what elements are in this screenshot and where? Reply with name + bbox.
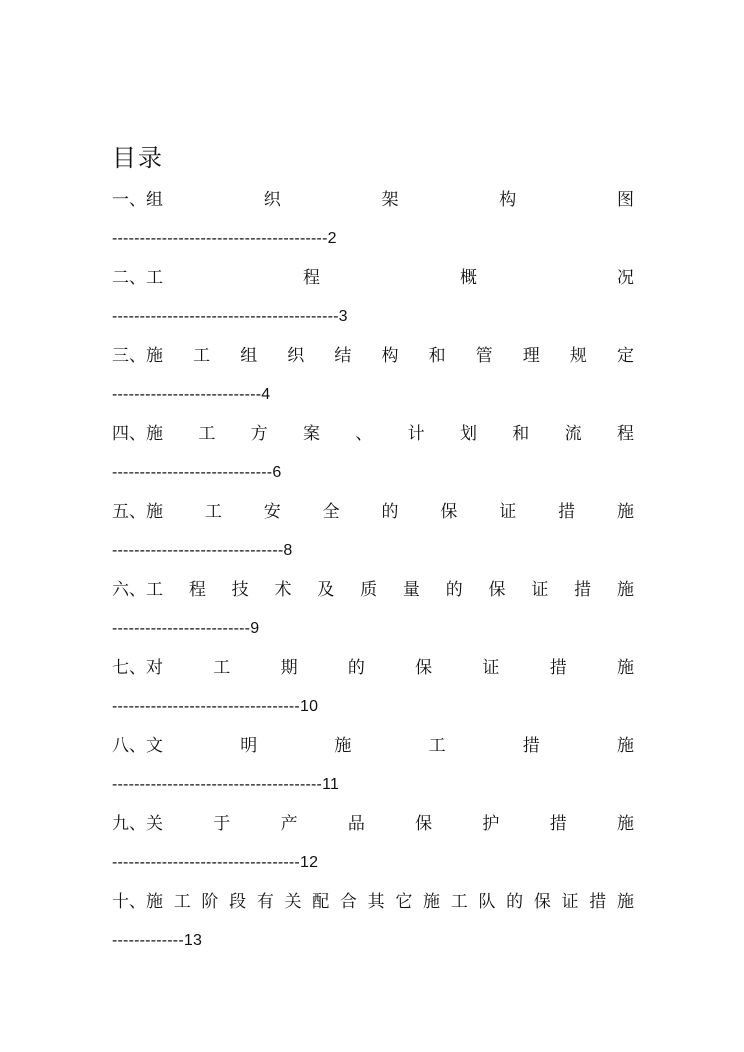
toc-heading-char: 流 — [564, 424, 582, 444]
toc-heading-char: 施 — [616, 736, 634, 756]
toc-leader-dashes: ---------------------------------- — [112, 854, 300, 871]
toc-page-number: 11 — [322, 776, 340, 793]
toc-entry-number-visible: 八、文 — [112, 736, 163, 756]
toc-heading-char: 量 — [402, 580, 420, 600]
toc-entry-leader — [112, 296, 634, 338]
toc-heading-char: 明 — [240, 736, 258, 756]
toc-leader-dashes: ------------- — [112, 932, 184, 949]
toc-heading-char: 构 — [499, 190, 517, 210]
toc-heading-char: 图 — [617, 190, 634, 210]
toc-heading-char: 技 — [231, 580, 249, 600]
toc-heading-char: 规 — [569, 346, 587, 366]
toc-heading-char: 术 — [274, 580, 292, 600]
toc-entry-leader — [112, 218, 634, 260]
toc-heading-char: 况 — [617, 268, 634, 288]
toc-heading-char: 段 — [229, 892, 247, 912]
toc-heading-char: 结 — [334, 346, 352, 366]
toc-heading-char: 保 — [415, 814, 433, 834]
toc-heading-char: 保 — [415, 658, 433, 678]
toc-heading-char: 施 — [616, 892, 634, 912]
toc-heading-char: 证 — [561, 892, 579, 912]
toc-heading-char: 理 — [522, 346, 540, 366]
toc-heading-char: 组 — [240, 346, 258, 366]
toc-heading-char: 质 — [360, 580, 378, 600]
toc-heading-char: 保 — [533, 892, 551, 912]
toc-entry-number-visible: 二、工 — [112, 268, 163, 288]
toc-leader-dashes: ------------------------- — [112, 620, 251, 637]
toc-heading-char: 保 — [440, 502, 458, 522]
toc-heading-char: 工 — [173, 892, 191, 912]
toc-page-number: 6 — [272, 464, 282, 481]
toc-entry[interactable] — [112, 260, 634, 338]
toc-heading-char: 其 — [367, 892, 385, 912]
toc-heading-char: 措 — [558, 502, 576, 522]
toc-entry-heading — [112, 416, 634, 452]
toc-entry-leader — [112, 842, 634, 884]
toc-heading-char: 施 — [616, 658, 634, 678]
toc-entry-heading — [112, 494, 634, 530]
toc-entry-heading — [112, 572, 634, 608]
toc-leader-dashes: --------------------------- — [112, 386, 262, 403]
toc-heading-char: 护 — [482, 814, 500, 834]
toc-entry[interactable] — [112, 728, 634, 806]
toc-heading-char: 措 — [549, 814, 567, 834]
toc-leader-dashes: ----------------------------------------- — [112, 308, 339, 325]
toc-heading-char: 工 — [428, 736, 446, 756]
toc-entry[interactable] — [112, 494, 634, 572]
toc-entry[interactable] — [112, 182, 634, 260]
toc-heading-char: 管 — [475, 346, 493, 366]
toc-entry[interactable] — [112, 806, 634, 884]
toc-entry-heading — [112, 728, 634, 764]
toc-entry-leader — [112, 686, 634, 728]
toc-heading-char: 案 — [302, 424, 320, 444]
toc-entry-number-visible: 三、施 — [112, 346, 163, 366]
toc-heading-char: 程 — [303, 268, 320, 288]
toc-entry[interactable] — [112, 338, 634, 416]
toc-heading-char: 工 — [204, 502, 222, 522]
toc-entry-number-visible: 四、施 — [112, 424, 163, 444]
toc-entry[interactable] — [112, 416, 634, 494]
toc-heading-char: 方 — [250, 424, 268, 444]
toc-entry-leader — [112, 608, 634, 650]
toc-entry-number-visible: 五、施 — [112, 502, 163, 522]
toc-list — [112, 182, 634, 962]
toc-entry-leader — [112, 530, 634, 572]
toc-heading-char: 构 — [381, 346, 399, 366]
toc-heading-char: 关 — [284, 892, 302, 912]
toc-heading-char: 措 — [589, 892, 607, 912]
toc-heading-char: 证 — [499, 502, 517, 522]
toc-entry-leader — [112, 374, 634, 416]
toc-heading-char: 措 — [522, 736, 540, 756]
toc-entry-heading — [112, 182, 634, 218]
toc-heading-char: 织 — [287, 346, 305, 366]
toc-heading-char: 织 — [263, 190, 281, 210]
toc-heading-char: 配 — [312, 892, 330, 912]
toc-heading-char: 产 — [280, 814, 298, 834]
toc-page-number: 4 — [261, 386, 271, 403]
toc-entry-number-visible: 一、组 — [112, 190, 163, 210]
toc-heading-char: 安 — [263, 502, 281, 522]
toc-entry-heading — [112, 260, 634, 296]
toc-entry-number-visible: 十、施 — [112, 892, 163, 912]
toc-heading-char: 工 — [193, 346, 211, 366]
toc-heading-char: 施 — [616, 814, 634, 834]
toc-heading-char: 品 — [347, 814, 365, 834]
toc-heading-char: 的 — [347, 658, 365, 678]
toc-heading-char: 合 — [339, 892, 357, 912]
toc-leader-dashes: --------------------------------------- — [112, 230, 328, 247]
toc-page-number: 12 — [299, 854, 319, 871]
toc-heading-char: 证 — [531, 580, 549, 600]
toc-entry-leader — [112, 920, 634, 962]
toc-heading-char: 的 — [445, 580, 463, 600]
toc-leader-dashes: ---------------------------------- — [112, 698, 300, 715]
toc-entry-number-visible: 九、关 — [112, 814, 163, 834]
toc-heading-char: 全 — [322, 502, 340, 522]
toc-leader-dashes: ----------------------------- — [112, 464, 273, 481]
toc-page-number: 3 — [338, 308, 348, 325]
toc-heading-char: 施 — [423, 892, 441, 912]
toc-title: 目录 — [112, 144, 164, 172]
toc-page-number: 8 — [283, 542, 293, 559]
toc-entry-heading — [112, 650, 634, 686]
toc-heading-char: 、 — [355, 424, 373, 444]
toc-entry-heading — [112, 806, 634, 842]
toc-heading-char: 于 — [213, 814, 231, 834]
toc-entry[interactable] — [112, 572, 634, 650]
toc-heading-char: 施 — [617, 502, 634, 522]
toc-heading-char: 保 — [488, 580, 506, 600]
toc-page-number: 2 — [327, 230, 337, 247]
toc-heading-char: 程 — [616, 424, 634, 444]
toc-heading-char: 及 — [317, 580, 335, 600]
toc-heading-char: 概 — [460, 268, 477, 288]
toc-heading-char: 队 — [478, 892, 496, 912]
toc-heading-char: 架 — [381, 190, 399, 210]
toc-heading-char: 期 — [280, 658, 298, 678]
toc-entry-leader — [112, 452, 634, 494]
toc-heading-char: 证 — [482, 658, 500, 678]
toc-heading-char: 措 — [549, 658, 567, 678]
toc-entry-number-visible: 六、工 — [112, 580, 163, 600]
toc-entry[interactable] — [112, 884, 634, 962]
toc-heading-char: 和 — [428, 346, 446, 366]
toc-heading-char: 工 — [198, 424, 216, 444]
toc-heading-char: 的 — [506, 892, 524, 912]
toc-entry-heading — [112, 884, 634, 920]
toc-heading-char: 的 — [381, 502, 399, 522]
toc-heading-char: 有 — [256, 892, 274, 912]
toc-heading-char: 施 — [334, 736, 352, 756]
toc-entry-number-visible: 七、对 — [112, 658, 163, 678]
toc-entry-heading — [112, 338, 634, 374]
toc-heading-char: 措 — [574, 580, 592, 600]
toc-heading-char: 它 — [395, 892, 413, 912]
toc-heading-char: 计 — [407, 424, 425, 444]
toc-page-number: 10 — [299, 698, 319, 715]
toc-heading-char: 工 — [450, 892, 468, 912]
toc-heading-char: 定 — [616, 346, 634, 366]
toc-entry[interactable] — [112, 650, 634, 728]
toc-heading-char: 程 — [188, 580, 206, 600]
toc-page-number: 9 — [250, 620, 260, 637]
toc-entry-leader — [112, 764, 634, 806]
toc-heading-char: 工 — [213, 658, 231, 678]
toc-heading-char: 和 — [512, 424, 530, 444]
toc-page-number: 13 — [183, 932, 203, 949]
toc-leader-dashes: ------------------------------- — [112, 542, 284, 559]
toc-heading-char: 阶 — [201, 892, 219, 912]
toc-heading-char: 划 — [459, 424, 477, 444]
document-page — [112, 138, 634, 962]
toc-leader-dashes: -------------------------------------- — [112, 776, 323, 793]
toc-heading-char: 施 — [616, 580, 634, 600]
